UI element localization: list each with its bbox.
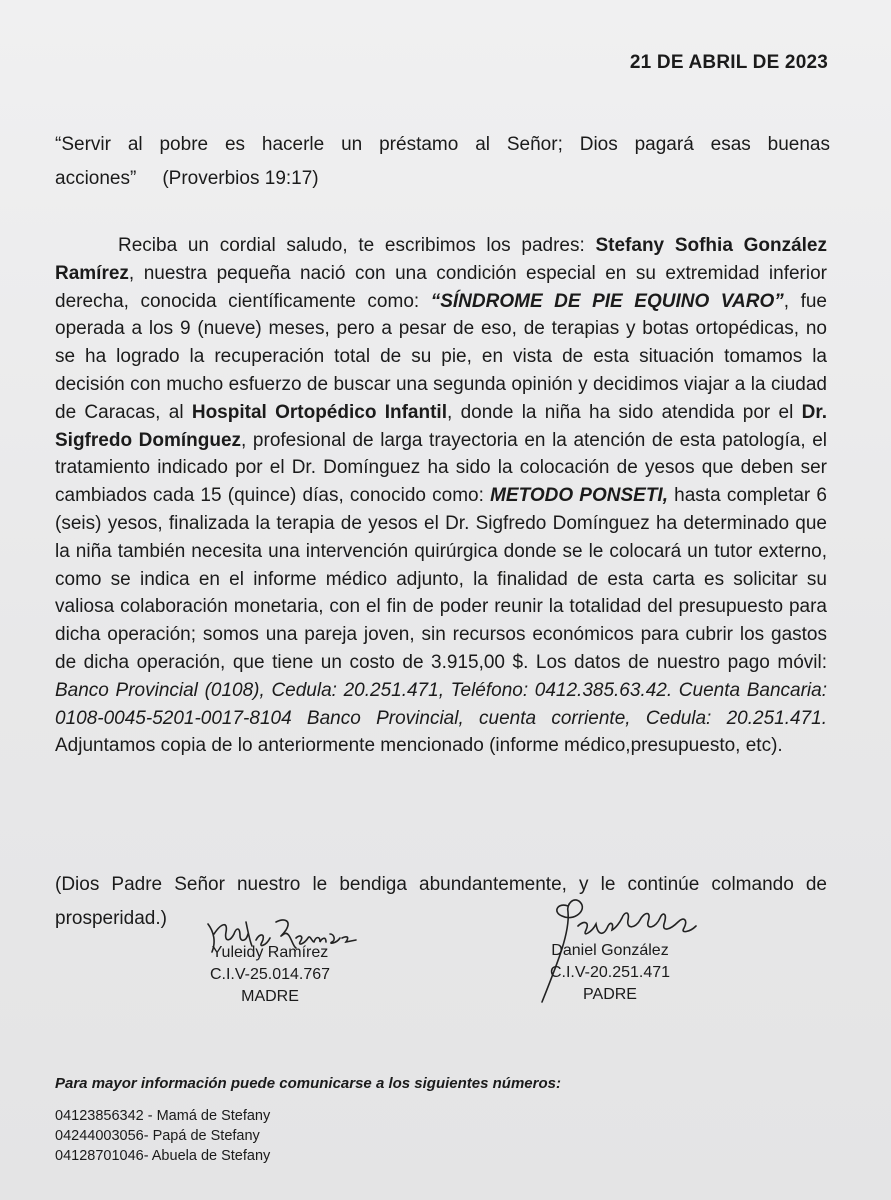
patient-name: Stefany Sofhia González Ramírez	[55, 235, 827, 284]
father-signature-block	[520, 940, 700, 1006]
letter-date: 21 DE ABRIL DE 2023	[629, 52, 828, 73]
contact-item: 04128701046- Abuela de Stefany	[55, 1148, 271, 1164]
body-text-6: hasta completar 6 (seis) yesos, finalizada la terapia de yesos el Dr. Sigfredo Domínguez ha determinado que la niña también necesita una intervención quirúrgica donde se le colocará un tutor externo, como se indica en el informe médico adjunto, la finalidad de esta carta es solicitar su valiosa colaboración monetaria, con el fin de poder reunir la totalidad del presupuesto para dicha operación; somos una pareja joven, sin recursos económicos para cubrir los gastos de dicha operación, que tiene un costo de 3.915,00 $. Los datos de nuestro pago móvil:	[55, 485, 827, 673]
mother-id: C.I.V-25.014.767	[209, 966, 331, 983]
quote-text: “Servir al pobre es hacerle un préstamo al Señor; Dios pagará esas buenas acciones”	[55, 134, 830, 189]
contact-list	[55, 1106, 270, 1166]
closing-blessing: (Dios Padre Señor nuestro le bendiga abundantemente, y le continúe colmando de prosperidad.)	[55, 874, 827, 929]
body-text-7: Adjuntamos copia de lo anteriormente mencionado (informe médico,presupuesto, etc).	[55, 735, 783, 757]
treatment-method: METODO PONSETI,	[490, 485, 668, 507]
letter-body	[55, 232, 827, 760]
hospital-name: Hospital Ortopédico Infantil	[191, 401, 447, 423]
mother-signature-block	[170, 942, 370, 1008]
condition-name: “SÍNDROME DE PIE EQUINO VARO”	[430, 290, 784, 312]
contact-item: 04244003056- Papá de Stefany	[55, 1128, 260, 1144]
doctor-name: Dr. Sigfredo Domínguez	[55, 401, 827, 451]
bible-quote	[55, 128, 830, 196]
father-id: C.I.V-20.251.471	[549, 964, 671, 981]
father-role: PADRE	[583, 986, 637, 1003]
body-text-4: , donde la niña ha sido atendida por el	[447, 401, 802, 423]
payment-details: Banco Provincial (0108), Cedula: 20.251.471, Teléfono: 0412.385.63.42. Cuenta Bancaria: 0108-0045-5201-0017-8104 Banco Provincial, cuenta corriente, Cedula: 20.251.471.	[55, 679, 827, 729]
contact-item: 04123856342 - Mamá de Stefany	[55, 1108, 271, 1124]
body-text-3: , fue operada a los 9 (nueve) meses, pero a pesar de eso, de terapias y botas ortopédicas, no se ha logrado la recuperación total de su pie, en vista de esta situación tomamos la decisión con mucho esfuerzo de buscar una segunda opinión y decidimos viajar a la ciudad de Caracas, al	[55, 290, 828, 423]
body-text-5: , profesional de larga trayectoria en la atención de esta patología, el tratamiento indicado por el Dr. Domínguez ha sido la colocación de yesos que deben ser cambiados cada 15 (quince) días, conocido como:	[55, 429, 827, 507]
body-text-1: Reciba un cordial saludo, te escribimos los padres:	[118, 235, 596, 256]
mother-name: Yuleidy Ramírez	[211, 944, 329, 961]
father-name: Daniel González	[551, 942, 669, 959]
contact-heading: Para mayor información puede comunicarse a los siguientes números:	[55, 1075, 561, 1092]
quote-reference: (Proverbios 19:17)	[162, 168, 319, 189]
body-text-2: , nuestra pequeña nació con una condición especial en su extremidad inferior derecha, conocida científicamente como:	[55, 262, 827, 312]
mother-role: MADRE	[241, 988, 299, 1005]
